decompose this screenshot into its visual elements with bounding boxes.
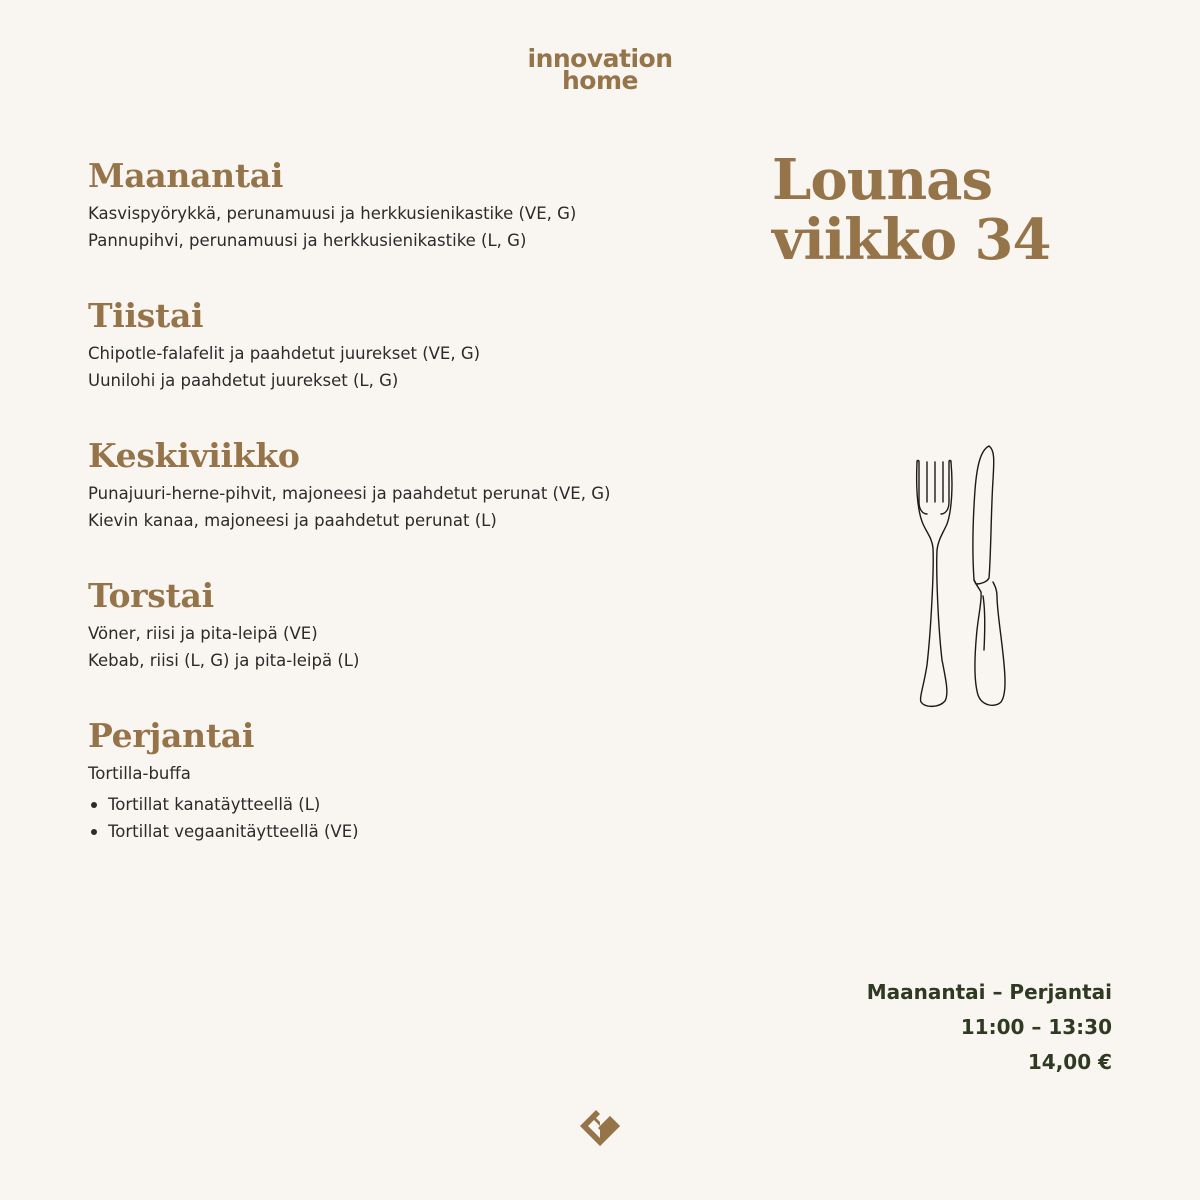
dish-list bbox=[88, 620, 728, 674]
dish-intro: Tortilla-buffa bbox=[88, 764, 191, 783]
brand-mark-icon bbox=[576, 1108, 624, 1152]
day-heading: Keskiviikko bbox=[88, 436, 300, 475]
bullet-text: Tortillat vegaanitäytteellä (VE) bbox=[108, 822, 359, 841]
dish-list bbox=[88, 340, 728, 394]
brand-logo-line2: home bbox=[562, 66, 638, 95]
page-title-line2: viikko 34 bbox=[772, 207, 1051, 273]
day-heading: Maanantai bbox=[88, 156, 284, 195]
dish-item: Kasvispyörykkä, perunamuusi ja herkkusienikastike (VE, G) bbox=[88, 204, 577, 223]
bullet-dot-icon bbox=[91, 802, 97, 808]
day-section-monday bbox=[88, 150, 728, 290]
day-heading: Torstai bbox=[88, 576, 214, 615]
dish-item: Pannupihvi, perunamuusi ja herkkusienikastike (L, G) bbox=[88, 231, 527, 250]
day-section-thursday bbox=[88, 570, 728, 710]
dish-item: Kievin kanaa, majoneesi ja paahdetut perunat (L) bbox=[88, 511, 497, 530]
brand-logo-line1: innovation bbox=[527, 44, 673, 73]
bullet-list bbox=[88, 791, 728, 845]
bullet-text: Tortillat kanatäytteellä (L) bbox=[108, 795, 321, 814]
lunch-price: 14,00 € bbox=[1027, 1050, 1112, 1074]
dish-item: Chipotle-falafelit ja paahdetut juurekset (VE, G) bbox=[88, 344, 481, 363]
dish-item: Vöner, riisi ja pita-leipä (VE) bbox=[88, 624, 318, 643]
dish-item: Punajuuri-herne-pihvit, majoneesi ja paahdetut perunat (VE, G) bbox=[88, 484, 611, 503]
opening-info bbox=[867, 975, 1112, 1080]
page-title-line1: Lounas bbox=[772, 147, 992, 213]
day-heading: Perjantai bbox=[88, 716, 255, 755]
page-title bbox=[772, 147, 1051, 273]
brand-logo bbox=[0, 44, 1200, 95]
opening-days: Maanantai – Perjantai bbox=[866, 980, 1112, 1004]
day-section-tuesday bbox=[88, 290, 728, 430]
weekly-menu bbox=[88, 150, 728, 850]
fork-and-knife-icon bbox=[905, 440, 1015, 715]
dish-list bbox=[88, 760, 728, 845]
opening-hours: 11:00 – 13:30 bbox=[960, 1015, 1112, 1039]
bullet-item bbox=[88, 791, 728, 818]
dish-item: Kebab, riisi (L, G) ja pita-leipä (L) bbox=[88, 651, 360, 670]
bullet-dot-icon bbox=[91, 829, 97, 835]
dish-list bbox=[88, 480, 728, 534]
day-section-wednesday bbox=[88, 430, 728, 570]
dish-list bbox=[88, 200, 728, 254]
day-section-friday bbox=[88, 710, 728, 850]
dish-item: Uunilohi ja paahdetut juurekset (L, G) bbox=[88, 371, 399, 390]
day-heading: Tiistai bbox=[88, 296, 204, 335]
bullet-item bbox=[88, 818, 728, 845]
